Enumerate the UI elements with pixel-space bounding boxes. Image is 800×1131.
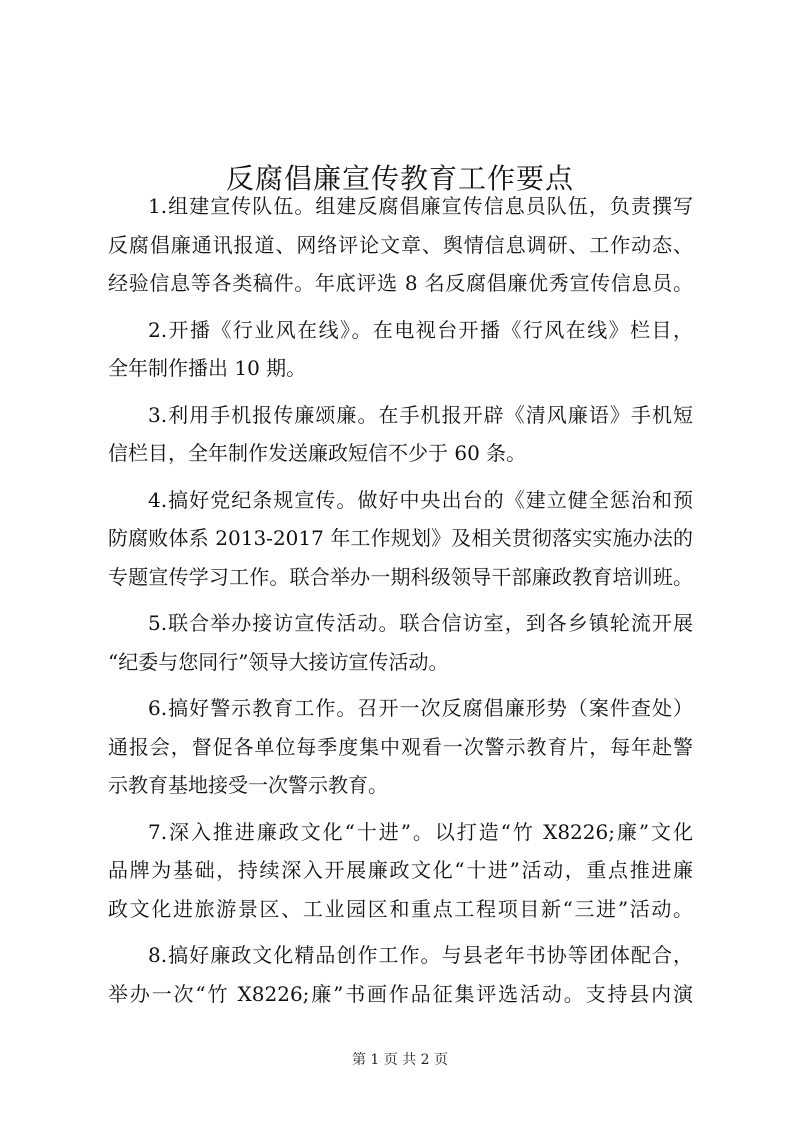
paragraph-4 xyxy=(108,481,693,597)
paragraph-line: 信栏目，全年制作发送廉政短信不少于 60 条。 xyxy=(108,441,527,465)
paragraph-line: 4.搞好党纪条规宣传。做好中央出台的《建立健全惩治和预 xyxy=(148,487,693,512)
paragraph-line: 7.深入推进廉政文化“十进”。以打造“竹 X8226;廉”文化 xyxy=(148,819,693,844)
paragraph-line: 品牌为基础，持续深入开展廉政文化“十进”活动，重点推进廉 xyxy=(108,858,693,882)
paragraph-line: 通报会，督促各单位每季度集中观看一次警示教育片，每年赴警 xyxy=(108,734,693,759)
paragraph-line: 5.联合举办接访宣传活动。联合信访室，到各乡镇轮流开展 xyxy=(148,611,693,635)
paragraph-8 xyxy=(108,936,693,1013)
paragraph-line: 示教育基地接受一次警示教育。 xyxy=(108,773,388,797)
paragraph-6 xyxy=(108,689,693,805)
paragraph-line: 3.利用手机报传廉颂廉。在手机报开辟《清风廉语》手机短 xyxy=(148,402,693,427)
document-body xyxy=(108,187,693,1021)
paragraph-1 xyxy=(108,187,693,303)
paragraph-line: 举办一次“竹 X8226;廉”书画作品征集评选活动。支持县内演 xyxy=(108,981,693,1006)
paragraph-line: 8.搞好廉政文化精品创作工作。与县老年书协等团体配合， xyxy=(148,943,693,967)
paragraph-3 xyxy=(108,396,693,473)
paragraph-7 xyxy=(108,813,693,929)
paragraph-5 xyxy=(108,604,693,681)
paragraph-line: 专题宣传学习工作。联合举办一期科级领导干部廉政教育培训班。 xyxy=(108,564,693,589)
paragraph-line: “纪委与您同行”领导大接访宣传活动。 xyxy=(108,649,449,674)
paragraph-2 xyxy=(108,311,693,388)
paragraph-line: 防腐败体系 2013-2017 年工作规划》及相关贯彻落实实施办法的 xyxy=(108,526,693,550)
paragraph-line: 经验信息等各类稿件。年底评选 8 名反腐倡廉优秀宣传信息员。 xyxy=(108,271,693,295)
paragraph-line: 全年制作播出 10 期。 xyxy=(108,356,307,380)
paragraph-line: 6.搞好警示教育工作。召开一次反腐倡廉形势（案件查处） xyxy=(148,696,693,720)
paragraph-line: 1.组建宣传队伍。组建反腐倡廉宣传信息员队伍，负责撰写 xyxy=(148,194,693,218)
page-title: 反腐倡廉宣传教育工作要点 xyxy=(225,161,574,195)
paragraph-line: 政文化进旅游景区、工业园区和重点工程项目新“三进”活动。 xyxy=(108,896,693,921)
paragraph-line: 2.开播《行业风在线》。在电视台开播《行风在线》栏目， xyxy=(148,317,693,342)
page-footer: 第 1 页 共 2 页 xyxy=(351,1052,449,1068)
paragraph-line: 反腐倡廉通讯报道、网络评论文章、舆情信息调研、工作动态、 xyxy=(108,232,693,257)
